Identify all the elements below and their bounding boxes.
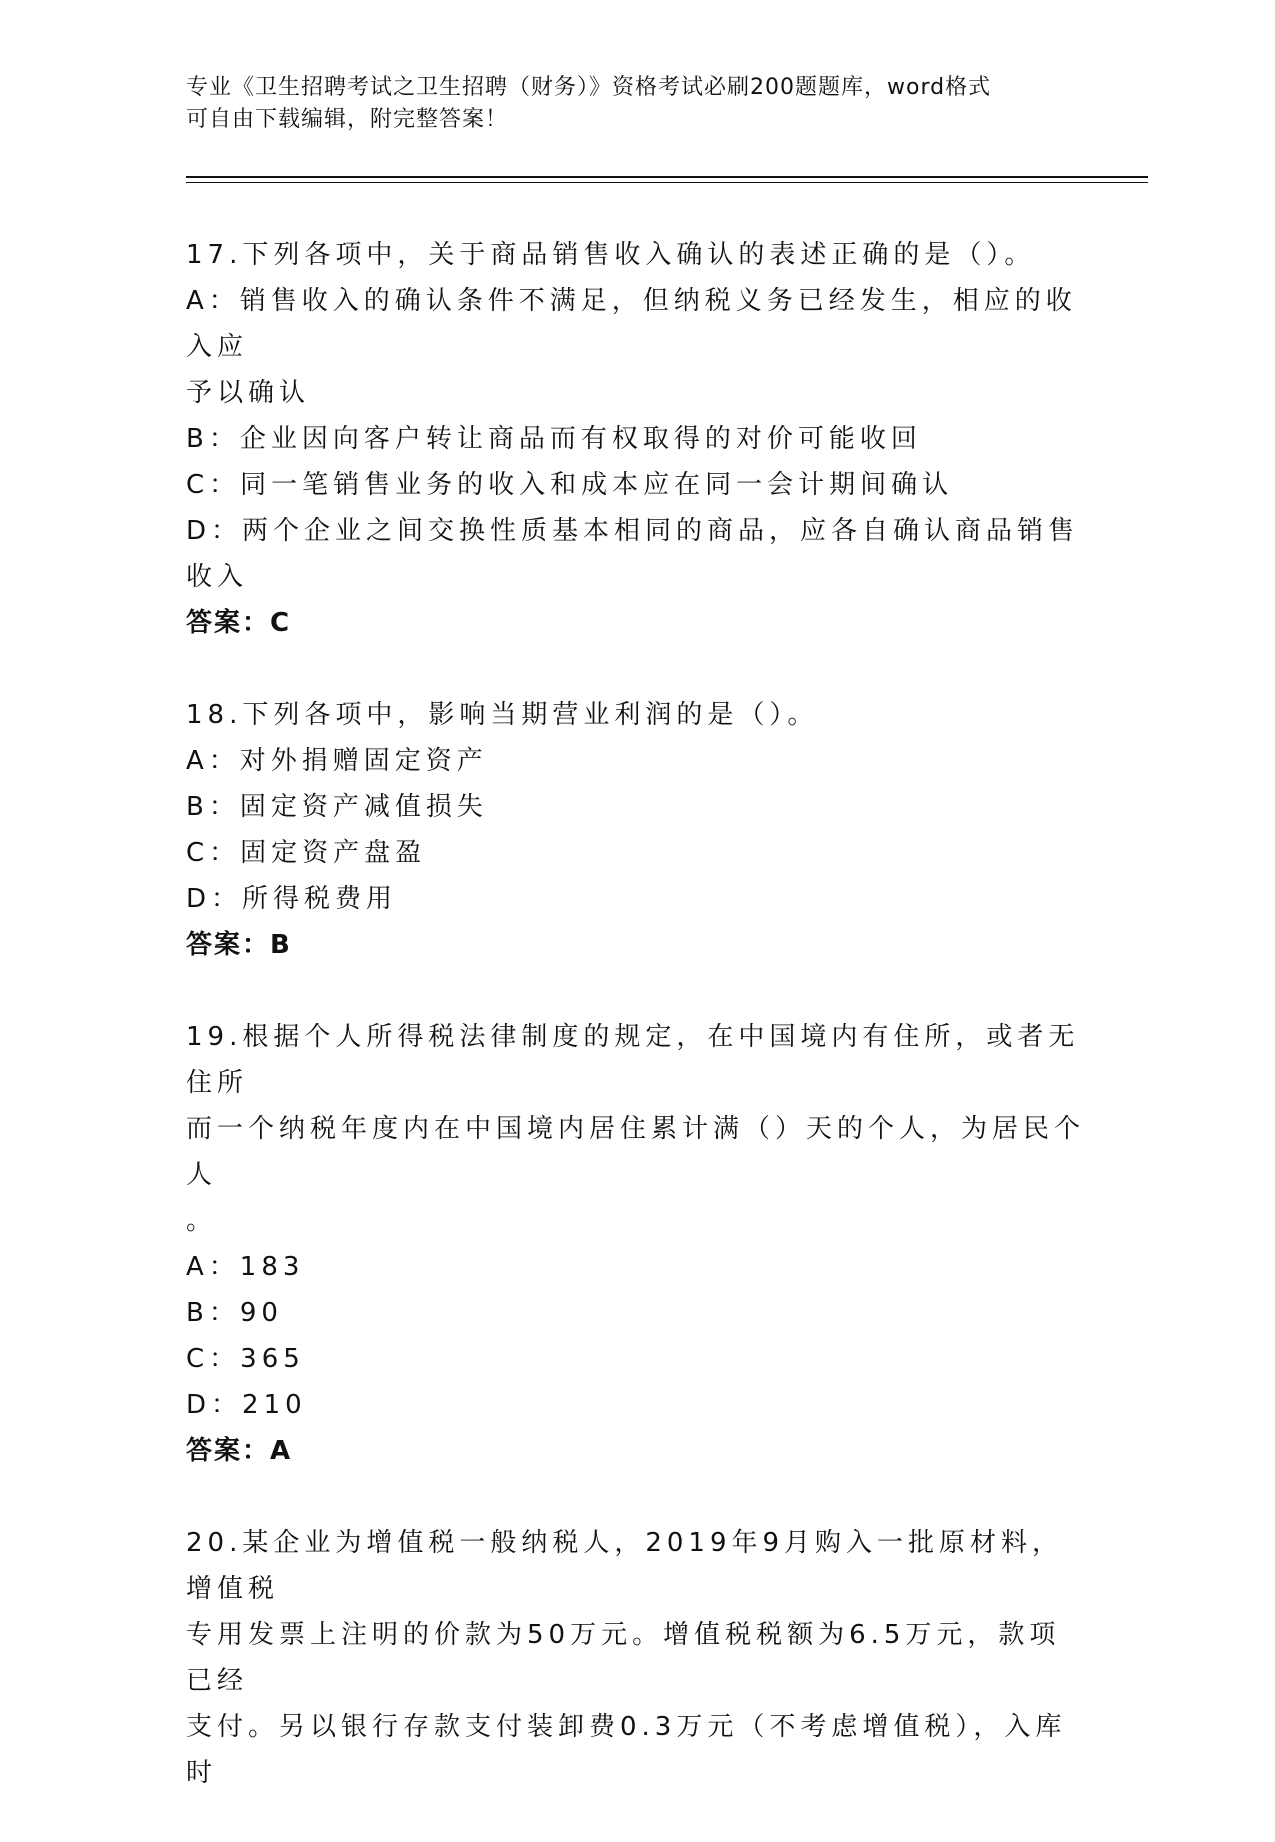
option-c: C：固定资产盘盈 [186,838,427,868]
option-c: C：同一笔销售业务的收入和成本应在同一会计期间确认 [186,470,954,500]
question-stem-continued: 专用发票上注明的价款为50万元。增值税税额为6.5万元，款项已经 [186,1620,1061,1696]
question-18 [186,692,1086,968]
document-header [186,72,1066,136]
option-b: B：企业因向客户转让商品而有权取得的对价可能收回 [186,424,922,454]
header-rule-thick [186,176,1148,178]
header-line-2: 可自由下载编辑，附完整答案！ [186,107,509,132]
answer: 答案：C [186,608,292,638]
option-d: D：两个企业之间交换性质基本相同的商品，应各自确认商品销售收入 [186,516,1080,592]
question-17 [186,232,1086,646]
question-stem: 17.下列各项中，关于商品销售收入确认的表述正确的是（）。 [186,240,1036,270]
option-c: C：365 [186,1344,305,1374]
answer: 答案：B [186,930,292,960]
question-list [186,232,1086,1842]
option-b: B：固定资产减值损失 [186,792,488,822]
option-a: A：销售收入的确认条件不满足，但纳税义务已经发生，相应的收入应 [186,286,1077,362]
answer: 答案：A [186,1436,293,1466]
question-stem-end: 。 [186,1206,218,1236]
header-line-1: 专业《卫生招聘考试之卫生招聘（财务）》资格考试必刷200题题库，word格式 [186,75,992,100]
option-a: A：183 [186,1252,305,1282]
question-19 [186,1014,1086,1474]
question-20 [186,1520,1086,1796]
option-d: D：所得税费用 [186,884,398,914]
option-b: B：90 [186,1298,283,1328]
question-stem-continued-2: 支付。另以银行存款支付装卸费0.3万元（不考虑增值税），入库时 [186,1712,1067,1788]
question-stem-continued: 而一个纳税年度内在中国境内居住累计满（）天的个人，为居民个人 [186,1114,1086,1190]
header-rule-thin [186,182,1148,183]
question-stem: 18.下列各项中，影响当期营业利润的是（）。 [186,700,819,730]
question-stem: 20.某企业为增值税一般纳税人，2019年9月购入一批原材料，增值税 [186,1528,1064,1604]
option-d: D：210 [186,1390,307,1420]
option-a-continued: 予以确认 [186,378,311,408]
question-stem: 19.根据个人所得税法律制度的规定，在中国境内有住所，或者无住所 [186,1022,1080,1098]
option-a: A：对外捐赠固定资产 [186,746,488,776]
